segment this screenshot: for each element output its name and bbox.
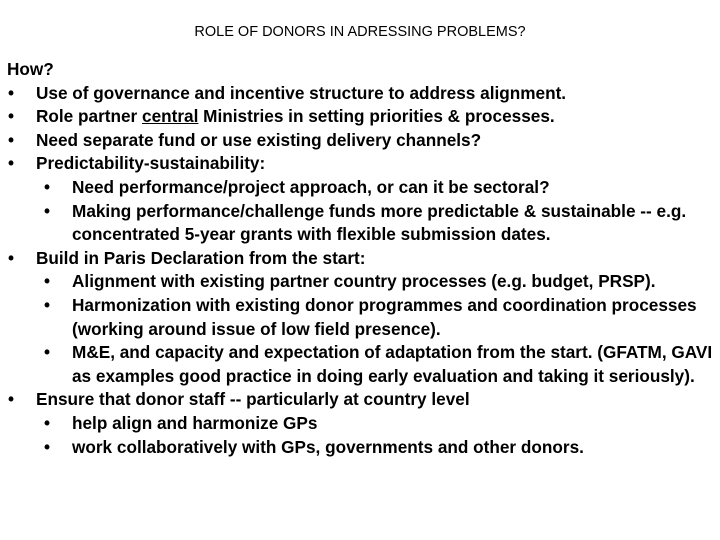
- sub-bullet-icon: •: [44, 200, 51, 221]
- bullet-item-predictability: [7, 152, 715, 176]
- bullet-text: Predictability-sustainability:: [36, 153, 266, 174]
- slide-content: [7, 58, 715, 459]
- bullet-text-before: Role partner: [36, 106, 143, 127]
- bullet-icon: •: [8, 82, 15, 103]
- sub-bullet-icon: •: [44, 294, 51, 315]
- sub-bullet-icon: •: [44, 342, 51, 363]
- sub-bullet-icon: •: [44, 412, 51, 433]
- bullet-item-donor-staff: [7, 388, 715, 412]
- bullet-item-governance: [7, 82, 715, 106]
- sub-bullet-item: [7, 412, 715, 436]
- sub-bullet-text: M&E, and capacity and expectation of adaptation from the start. (GFATM, GAVI as examples good practice in doing early evaluation and taking it seriously).: [72, 342, 713, 386]
- bullet-icon: •: [8, 153, 15, 174]
- bullet-item-separate-fund: [7, 129, 715, 153]
- sub-bullet-text: work collaboratively with GPs, governments and other donors.: [72, 436, 584, 457]
- bullet-item-role-partner: [7, 105, 715, 129]
- sub-bullet-icon: •: [44, 436, 51, 457]
- bullet-icon: •: [8, 389, 15, 410]
- sub-bullet-text: Alignment with existing partner country processes (e.g. budget, PRSP).: [72, 271, 656, 292]
- bullet-icon: •: [8, 247, 15, 268]
- sub-bullet-item: [7, 270, 715, 294]
- sub-bullet-icon: •: [44, 271, 51, 292]
- sub-bullet-text: Making performance/challenge funds more predictable & sustainable -- e.g. concentrated 5-year grants with flexible submission dates.: [72, 200, 687, 245]
- bullet-icon: •: [8, 106, 15, 127]
- sub-bullet-item: [7, 436, 715, 460]
- sub-bullet-item: [7, 294, 715, 341]
- bullet-text: Build in Paris Declaration from the start:: [36, 247, 366, 268]
- bullet-text-after: Ministries in setting priorities & processes.: [198, 106, 555, 127]
- bullet-icon: •: [8, 129, 15, 150]
- slide-title: ROLE OF DONORS IN ADRESSING PROBLEMS?: [194, 24, 526, 40]
- sub-bullet-text: Harmonization with existing donor programmes and coordination processes (working around issue of low field presence).: [72, 294, 697, 339]
- bullet-text-underlined: central: [142, 106, 199, 127]
- sub-bullet-icon: •: [44, 176, 51, 197]
- section-heading: How?: [7, 59, 54, 79]
- sub-bullet-item: [7, 200, 715, 247]
- bullet-text: Ensure that donor staff -- particularly at country level: [36, 389, 470, 410]
- sub-bullet-text: help align and harmonize GPs: [72, 412, 318, 433]
- bullet-item-paris-declaration: [7, 247, 715, 271]
- bullet-text: Need separate fund or use existing delivery channels?: [36, 129, 482, 150]
- bullet-text: Use of governance and incentive structure to address alignment.: [36, 82, 567, 103]
- sub-bullet-item: [7, 341, 715, 388]
- sub-bullet-item: [7, 176, 715, 200]
- bullet-text: [36, 105, 715, 129]
- sub-bullet-text: Need performance/project approach, or can it be sectoral?: [72, 176, 550, 197]
